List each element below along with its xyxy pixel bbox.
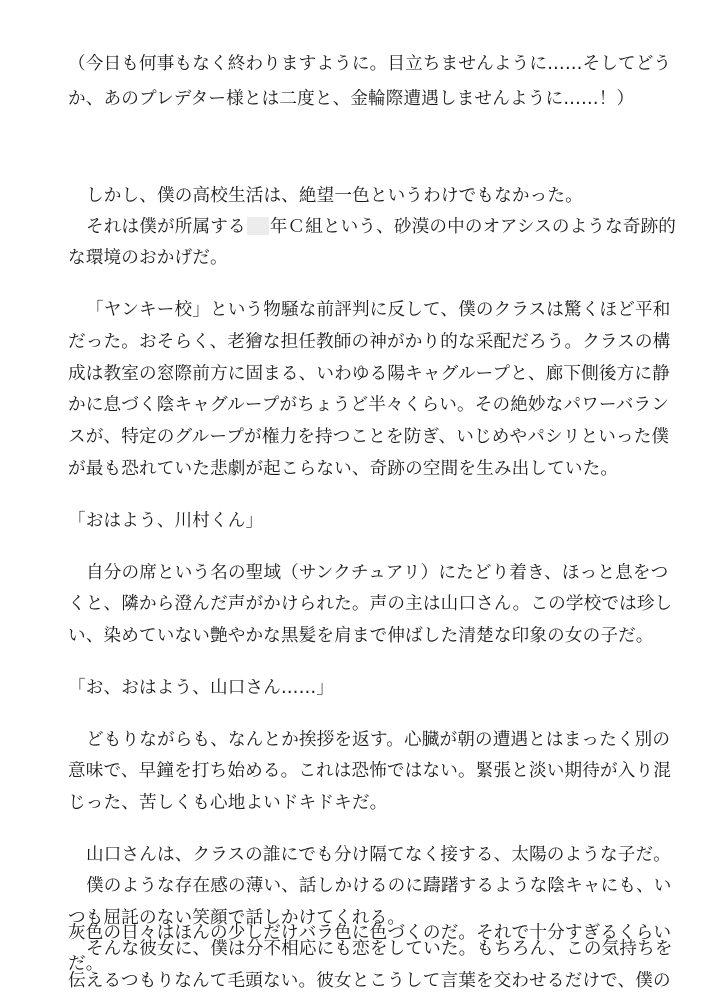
text-line: スが、特定のグループが権力を持つことを防ぎ、いじめやパシリといった僕 — [68, 427, 670, 447]
dialogue-line: 「お、おはよう、山口さん……」 — [68, 678, 335, 698]
text-line: じった、苦しくも心地よいドキドキだ。 — [68, 793, 388, 813]
text-line: な環境のおかげだ。 — [68, 248, 228, 268]
text-line: 「ヤンキー校」という物騒な前評判に反して、僕のクラスは驚くほど平和 — [86, 300, 671, 320]
dialogue-line: 「おはよう、川村くん」 — [68, 511, 264, 531]
redaction-block — [247, 217, 269, 235]
text-line: か、あのプレデター様とは二度と、金輪際遭遇しませんように……！） — [68, 89, 635, 109]
text-line: 僕のような存在感の薄い、話しかけるのに躊躇するような陰キャにも、い — [86, 876, 672, 896]
text-line: そんな彼女に、僕は分不相応にも恋をしていた。もちろん、この気持ちを — [86, 939, 673, 959]
text-line-with-redaction — [86, 215, 676, 239]
text-line: 伝えるつもりなんて毛頭ない。彼女とこうして言葉を交わせるだけで、僕の — [68, 971, 671, 991]
text-line: 意味で、早鐘を打ち始める。これは恐怖ではない。緊張と淡い期待が入り混 — [68, 761, 671, 781]
text-line: くと、隣から澄んだ声がかけられた。声の主は山口さん。この学校では珍し — [68, 594, 673, 614]
text-line: だった。おそらく、老獪な担任教師の神がかり的な采配だろう。クラスの構 — [68, 332, 671, 352]
text-line: 成は教室の窓際前方に固まる、いわゆる陽キャグループと、廊下側後方に静 — [68, 364, 670, 384]
text-line: つも屈託のない笑顔で話しかけてくれる。 — [68, 908, 406, 928]
text-line: だ。 — [68, 954, 104, 974]
text-line: どもりながらも、なんとか挨拶を返す。心臓が朝の遭遇とはまったく別の — [86, 730, 671, 750]
text-line: 灰色の日々はほんの少しだけバラ色に色づくのだ。それで十分すぎるくらい — [68, 923, 672, 943]
text-segment: 年Ｃ組という、砂漠の中のオアシスのような奇跡的 — [269, 217, 677, 237]
text-line: 自分の席という名の聖域（サンクチュアリ）にたどり着き、ほっと息をつ — [86, 563, 669, 583]
text-line: が最も恐れていた悲劇が起こらない、奇跡の空間を生み出していた。 — [68, 459, 619, 479]
text-line: しかし、僕の高校生活は、絶望一色というわけでもなかった。 — [86, 186, 583, 206]
text-line: かに息づく陰キャグループがちょうど半々くらい。その絶妙なパワーバラン — [68, 395, 670, 415]
text-line: 山口さんは、クラスの誰にでも分け隔てなく接する、太陽のような子だ。 — [86, 845, 672, 865]
text-line: い、染めていない艶やかな黒髪を肩まで伸ばした清楚な印象の女の子だ。 — [68, 626, 654, 646]
text-segment: それは僕が所属する — [86, 217, 246, 237]
text-line: （今日も何事もなく終わりますように。目立ちませんように……そしてどう — [68, 54, 672, 74]
